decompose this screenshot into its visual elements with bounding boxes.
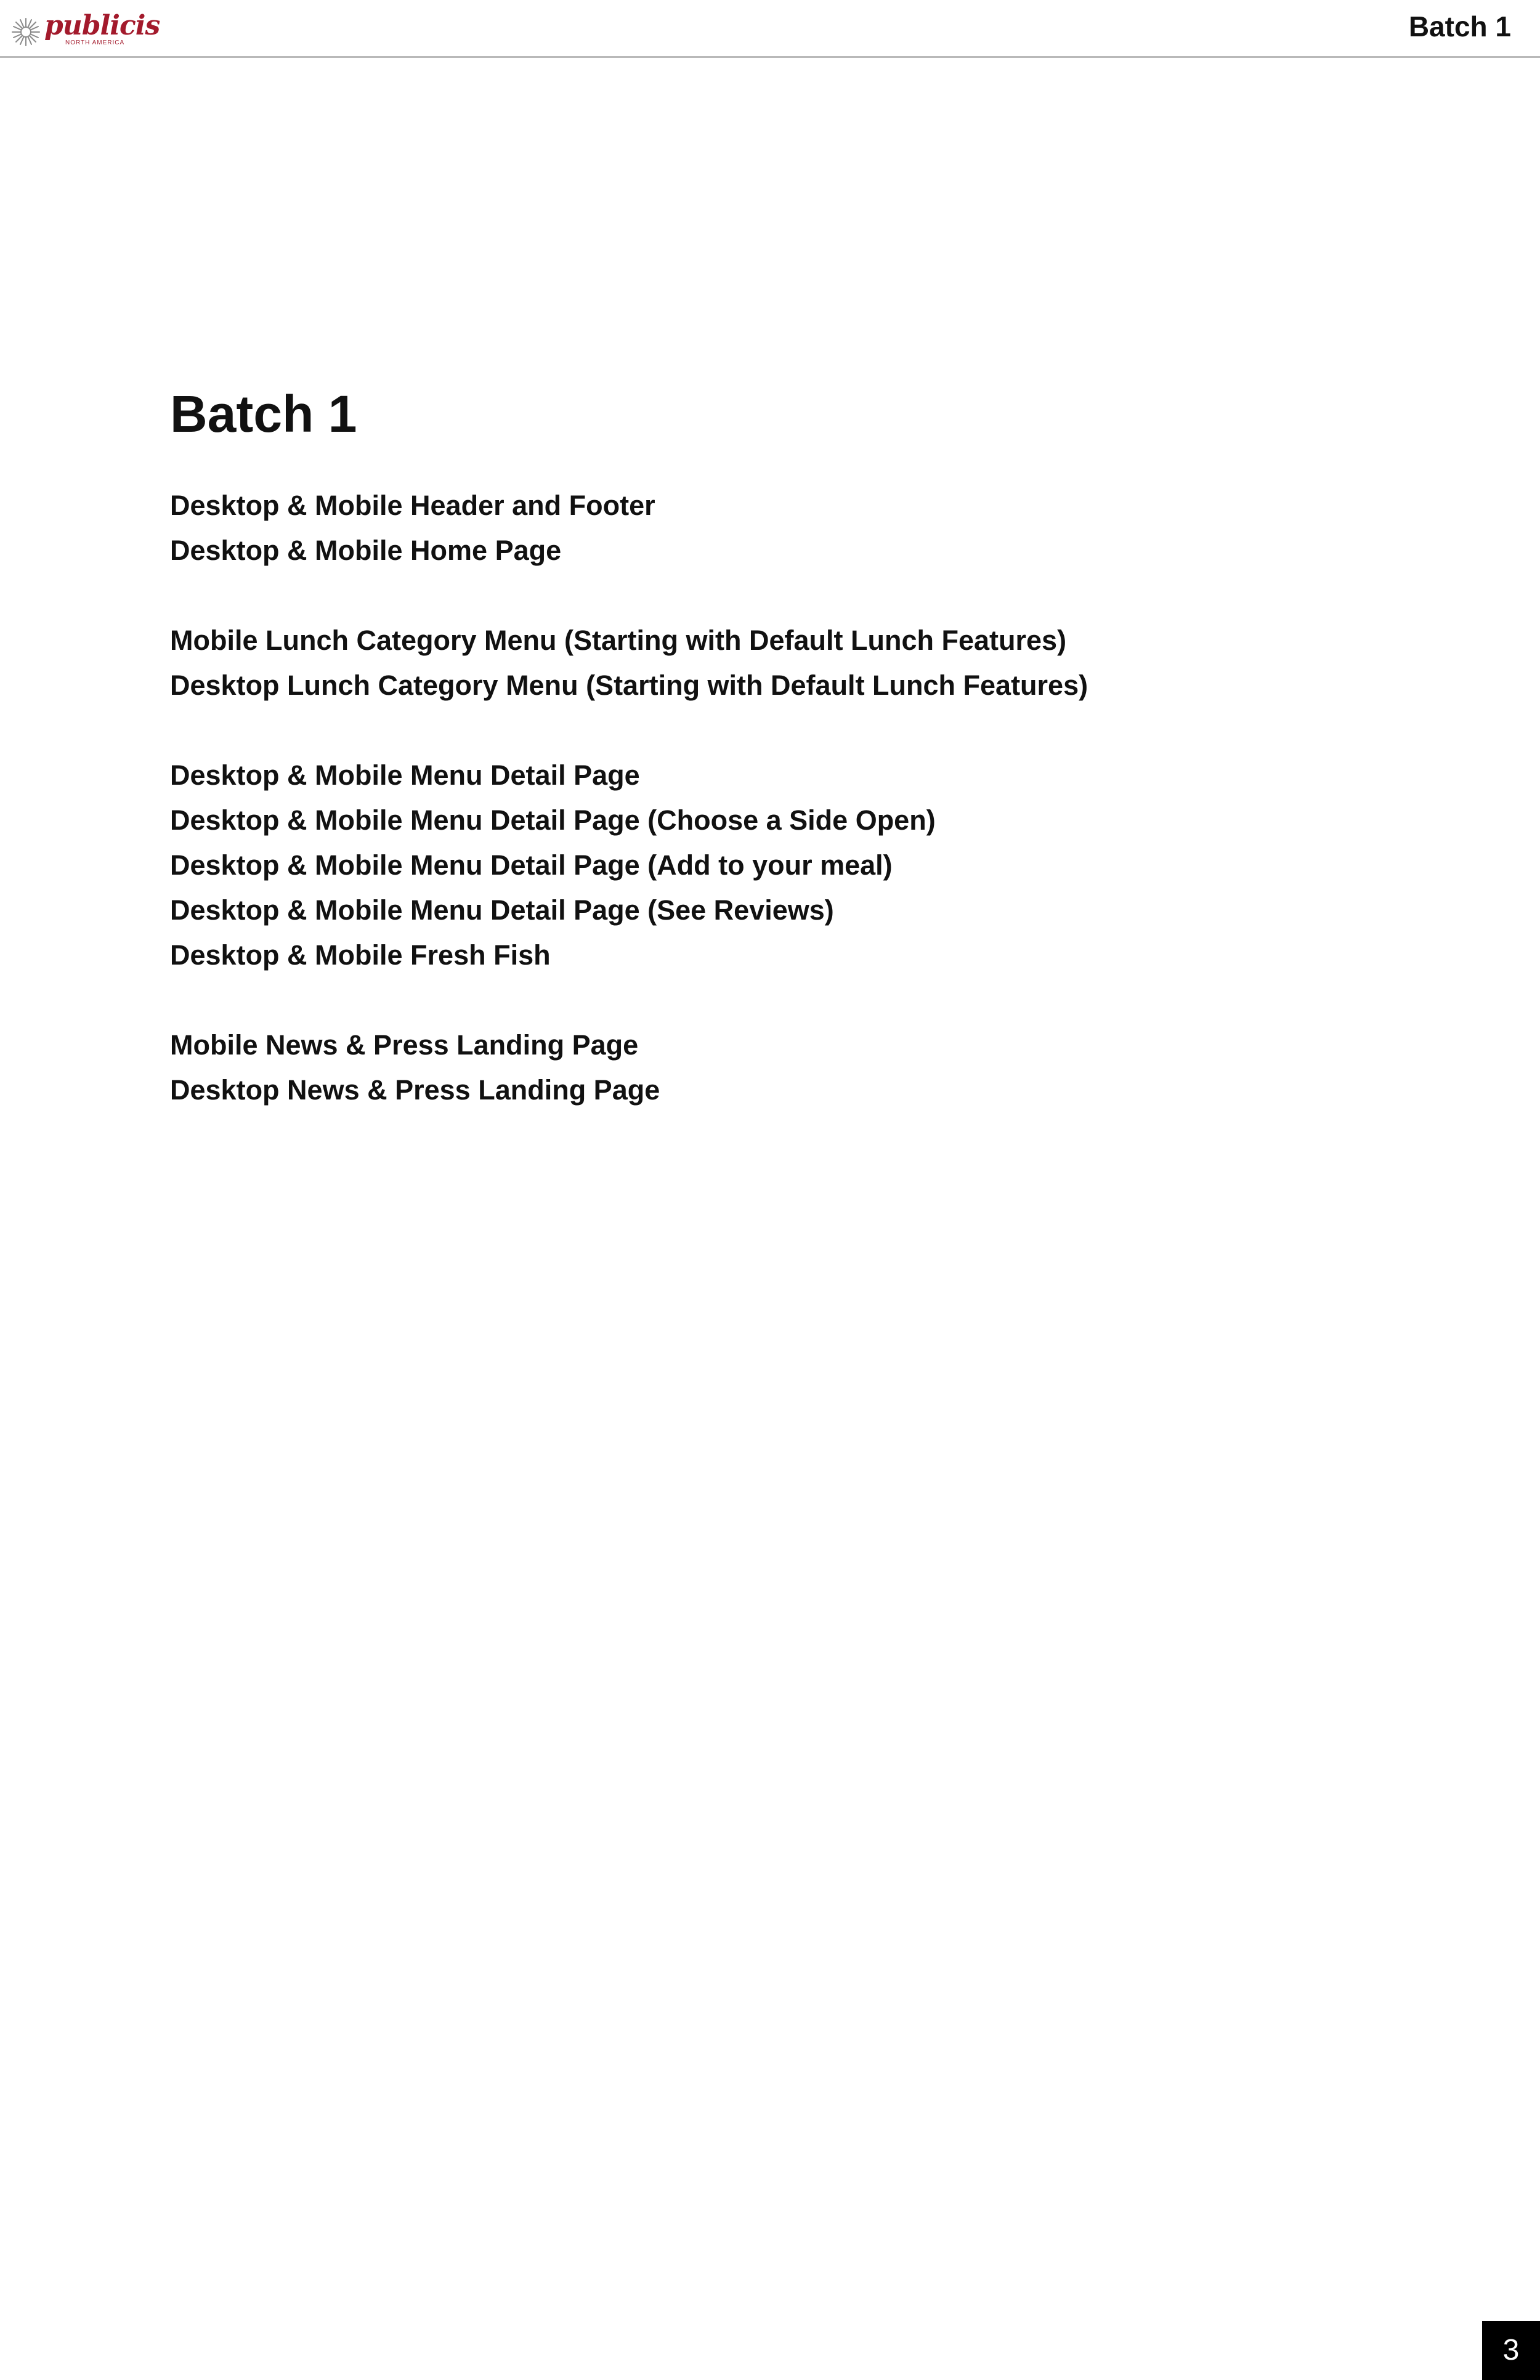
list-item: Desktop & Mobile Menu Detail Page (Add to your meal) (170, 849, 893, 881)
starburst-logo-icon (10, 16, 42, 48)
page-number: 3 (1482, 2321, 1540, 2380)
logo-tagline: NORTH AMERICA (65, 39, 125, 46)
list-item: Desktop & Mobile Menu Detail Page (170, 759, 640, 791)
header-title: Batch 1 (1408, 10, 1511, 42)
page-header (0, 0, 1540, 58)
list-item: Desktop & Mobile Menu Detail Page (Choose a Side Open) (170, 804, 936, 836)
item-group-news-press (170, 1022, 1402, 1112)
list-item: Desktop & Mobile Home Page (170, 535, 562, 566)
list-item: Desktop Lunch Category Menu (Starting with Default Lunch Features) (170, 670, 1088, 701)
list-item: Desktop & Mobile Fresh Fish (170, 939, 551, 971)
item-group-header-home (170, 483, 1402, 573)
publicis-logo (10, 10, 160, 51)
list-item: Mobile News & Press Landing Page (170, 1029, 639, 1061)
item-group-lunch-menu (170, 618, 1402, 708)
list-item: Mobile Lunch Category Menu (Starting with Default Lunch Features) (170, 625, 1067, 656)
list-item: Desktop News & Press Landing Page (170, 1074, 660, 1106)
logo-wordmark: publicis (44, 10, 160, 41)
list-item: Desktop & Mobile Header and Footer (170, 490, 655, 521)
item-group-menu-detail (170, 753, 1402, 977)
list-item: Desktop & Mobile Menu Detail Page (See Reviews) (170, 894, 834, 926)
page-title: Batch 1 (170, 385, 357, 443)
batch-content (170, 377, 1402, 1112)
